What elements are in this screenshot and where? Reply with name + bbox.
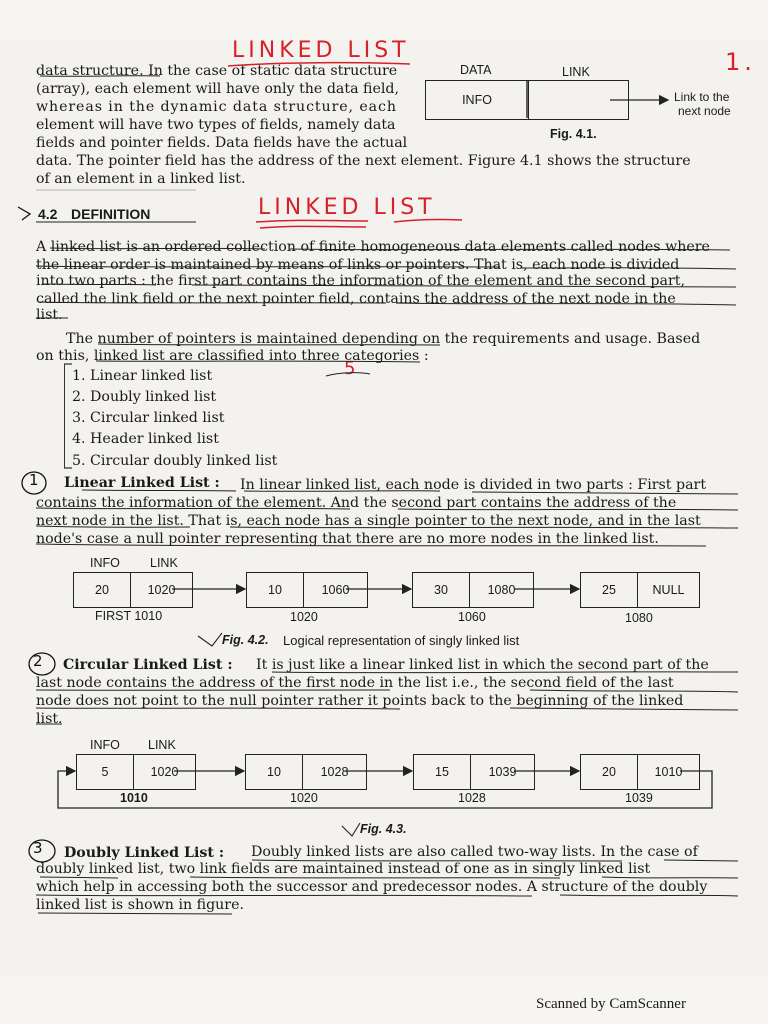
node-link: 1060 [321, 583, 350, 597]
node-address: 1020 [290, 791, 318, 805]
node-info: 15 [435, 765, 449, 779]
section-title: DEFINITION [71, 206, 151, 222]
node-info: 10 [267, 765, 281, 779]
category-item: 5. Circular doubly linked list [72, 453, 278, 469]
intro-line-2: (array), each element will have only the data field, [36, 81, 400, 97]
handwritten-circle-2: 2 [33, 652, 47, 670]
definition-line-1: A linked list is an ordered collection of finite homogeneous data elements called nodes where [36, 239, 710, 255]
scanner-watermark: Scanned by CamScanner [536, 996, 686, 1012]
fig41-arrow-label-2: next node [678, 104, 731, 118]
definition-para2-line-1: The number of pointers is maintained depending on the requirements and usage. Based [66, 331, 701, 347]
linear-term: Linear Linked List : [64, 475, 220, 491]
node-address: 1039 [625, 791, 653, 805]
fig42-link-label: LINK [150, 556, 178, 570]
fig43-caption: Fig. 4.3. [360, 822, 407, 836]
doubly-line-3: which help in accessing both the successor and predecessor nodes. A structure of the doubly [36, 879, 708, 895]
doubly-line-4: linked list is shown in figure. [36, 897, 244, 913]
intro-line-5: fields and pointer fields. Data fields have the actual [36, 135, 408, 151]
definition-line-3: into two parts : the first part contains the information of the element and the second part, [36, 273, 685, 289]
linear-line-2: contains the information of the element. And the second part contains the address of the [36, 495, 677, 511]
linear-line-4: node's case a null pointer representing that there are no more nodes in the linked list. [36, 531, 659, 547]
node-link: 1020 [150, 765, 179, 779]
intro-line-4: element will have two types of fields, namely data [36, 117, 396, 133]
circular-term: Circular Linked List : [63, 657, 233, 673]
circular-line-4: list. [36, 711, 63, 727]
fig41-info-cell: INFO [462, 93, 492, 107]
node-link: 1080 [487, 583, 516, 597]
handwritten-list-note: 5 [344, 358, 360, 379]
category-item: 2. Doubly linked list [72, 389, 217, 405]
intro-line-7: of an element in a linked list. [36, 171, 246, 187]
node-info: 25 [602, 583, 616, 597]
handwritten-page-number: 1. [725, 48, 756, 76]
node-address: 1028 [458, 791, 486, 805]
section-number: 4.2 [38, 206, 58, 222]
definition-line-4: called the link field or the next pointer field, contains the address of the next node in the [36, 291, 676, 307]
intro-line-1: data structure. In the case of static data structure [36, 63, 398, 79]
circular-line-1: It is just like a linear linked list in which the second part of the [256, 657, 709, 673]
node-address: 1060 [458, 610, 486, 624]
node-address: 1080 [625, 611, 653, 625]
fig41-caption: Fig. 4.1. [550, 127, 597, 141]
node-link: 1039 [488, 765, 517, 779]
node-info: 10 [268, 583, 282, 597]
node-address: 1010 [120, 791, 148, 805]
node-info: 5 [101, 765, 109, 779]
node-info: 20 [95, 583, 109, 597]
fig41-link-label: LINK [562, 65, 590, 79]
intro-line-6: data. The pointer field has the address of the next element. Figure 4.1 shows the structure [36, 153, 691, 169]
node-address: 1020 [290, 610, 318, 624]
node-link: 1020 [147, 583, 176, 597]
handwritten-circle-3: 3 [33, 839, 47, 857]
node-link: 1028 [320, 765, 349, 779]
circular-line-3: node does not point to the null pointer rather it points back to the beginning of the linked [36, 693, 684, 709]
node-info: 20 [602, 765, 616, 779]
node-info: 30 [434, 583, 448, 597]
linear-line-3: next node in the list. That is, each node has a single pointer to the next node, and in the last [36, 513, 701, 529]
handwritten-heading-definition: LINKED LIST [258, 195, 436, 220]
handwritten-heading-top: LINKED LIST [232, 38, 410, 63]
definition-line-2: the linear order is maintained by means of links or pointers. That is, each node is divided [36, 257, 680, 273]
fig42-caption-text: Logical representation of singly linked list [283, 633, 520, 648]
fig42-caption-prefix: Fig. 4.2. [222, 633, 269, 647]
definition-line-5: list. [36, 307, 63, 323]
fig43-link-label: LINK [148, 738, 176, 752]
doubly-line-1: Doubly linked lists are also called two-way lists. In the case of [251, 844, 698, 860]
fig42-info-label: INFO [90, 556, 120, 570]
fig41-arrow-label-1: Link to the [674, 90, 730, 104]
node-address: FIRST 1010 [95, 609, 163, 623]
definition-para2-line-2: on this, linked list are classified into three categories : [36, 348, 429, 364]
doubly-line-2: doubly linked list, two link fields are maintained instead of one as in singly linked list [36, 861, 651, 877]
category-item: 1. Linear linked list [72, 368, 213, 384]
category-item: 3. Circular linked list [72, 410, 225, 426]
circular-line-2: last node contains the address of the first node in the list i.e., the second field of the last [36, 675, 674, 691]
intro-line-3: whereas in the dynamic data structure, each [36, 99, 397, 115]
doubly-term: Doubly Linked List : [64, 845, 225, 861]
node-link: NULL [652, 583, 685, 597]
node-link: 1010 [654, 765, 683, 779]
category-item: 4. Header linked list [72, 431, 219, 447]
fig41-data-label: DATA [460, 63, 492, 77]
fig43-info-label: INFO [90, 738, 120, 752]
linear-line-1: In linear linked list, each node is divided in two parts : First part [240, 477, 707, 493]
handwritten-circle-1: 1 [29, 471, 43, 489]
